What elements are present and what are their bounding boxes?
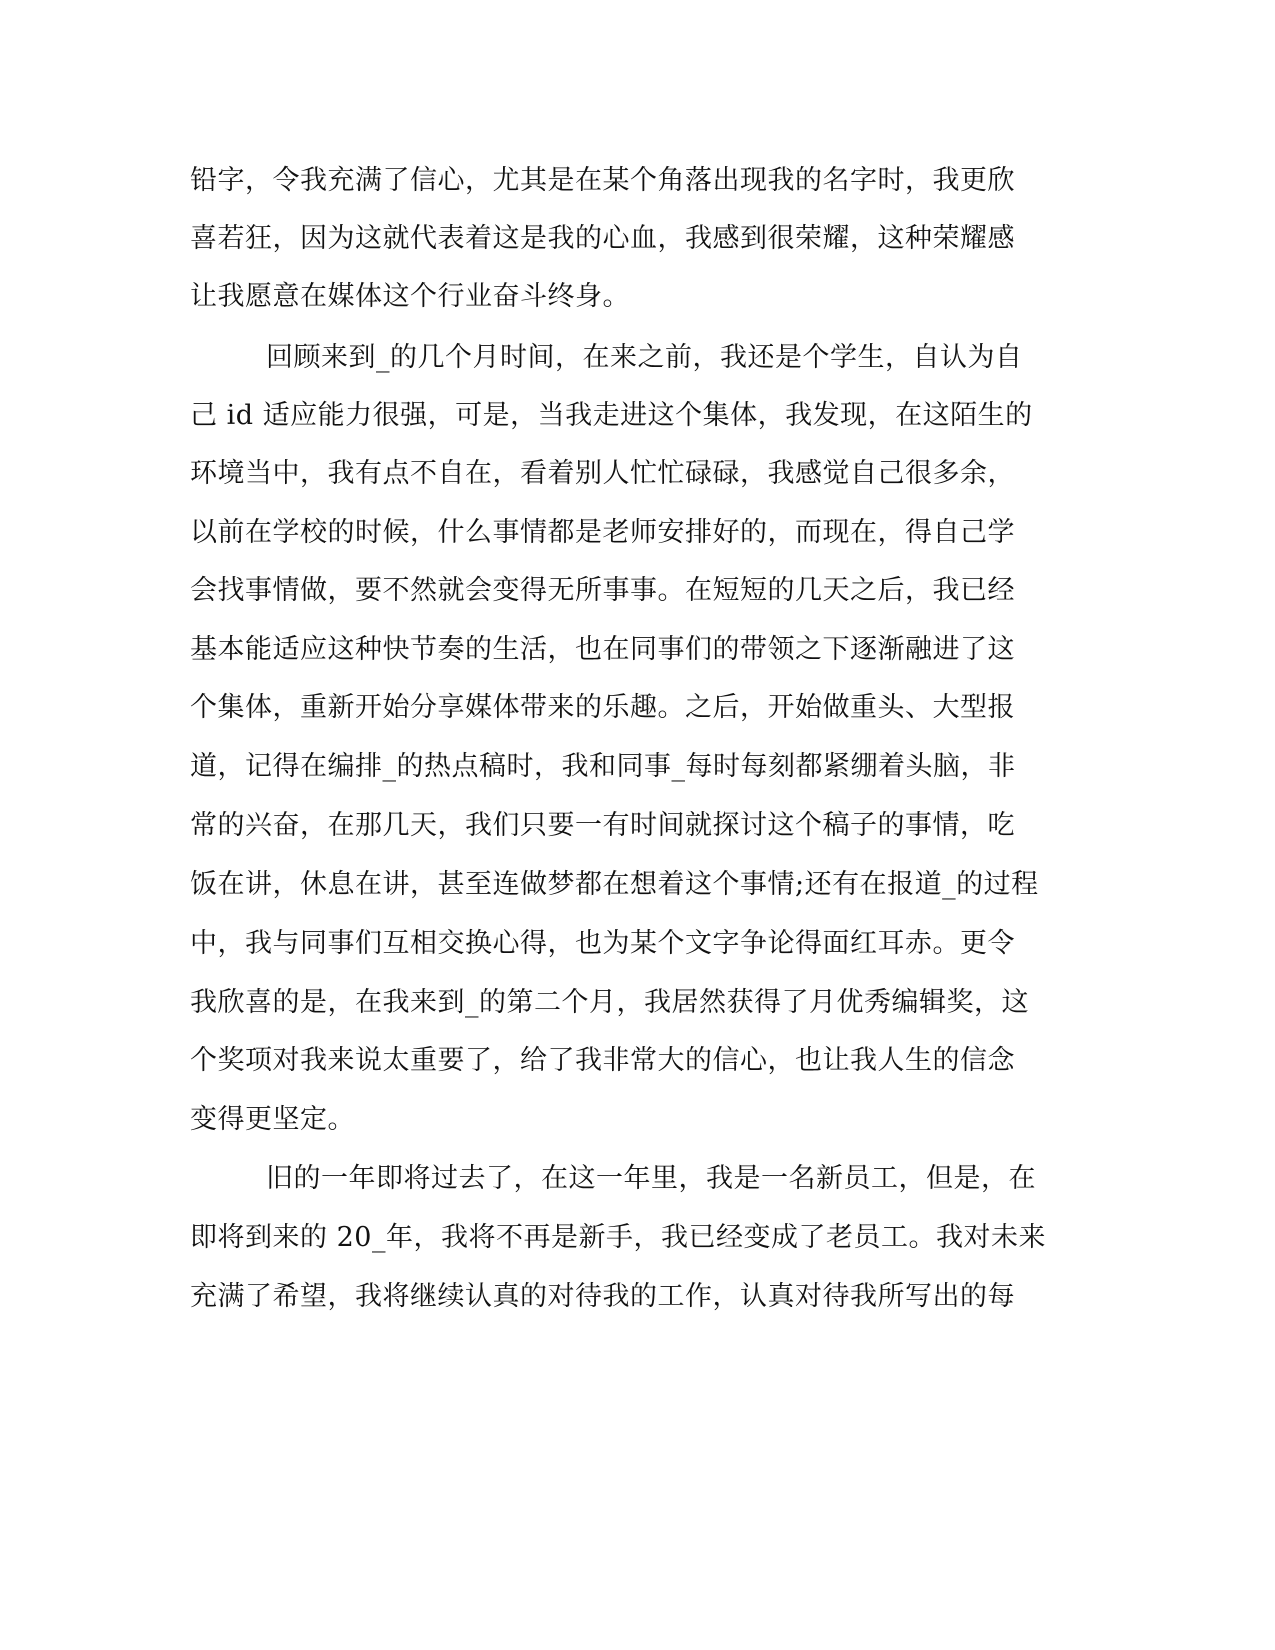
text-line: 基本能适应这种快节奏的生活，也在同事们的带领之下逐渐融进了这 xyxy=(190,634,1015,665)
text-line: 让我愿意在媒体这个行业奋斗终身。 xyxy=(190,281,630,312)
text-line: 会找事情做，要不然就会变得无所事事。在短短的几天之后，我已经 xyxy=(190,575,1015,606)
paragraph-first-line: 旧的一年即将过去了，在这一年里，我是一名新员工，但是，在 xyxy=(266,1163,1036,1194)
text-line: 个集体，重新开始分享媒体带来的乐趣。之后，开始做重头、大型报 xyxy=(190,692,1015,723)
text-line: 喜若狂，因为这就代表着这是我的心血，我感到很荣耀，这种荣耀感 xyxy=(190,223,1015,254)
paragraph-first-line: 回顾来到_的几个月时间，在来之前，我还是个学生，自认为自 xyxy=(266,342,1023,373)
text-line: 常的兴奋，在那几天，我们只要一有时间就探讨这个稿子的事情，吃 xyxy=(190,810,1015,841)
text-line: 我欣喜的是，在我来到_的第二个月，我居然获得了月优秀编辑奖，这 xyxy=(190,987,1029,1018)
text-line: 铅字，令我充满了信心，尤其是在某个角落出现我的名字时，我更欣 xyxy=(190,165,1015,196)
text-line: 即将到来的 20_年，我将不再是新手，我已经变成了老员工。我对未来 xyxy=(190,1222,1046,1253)
text-line: 道，记得在编排_的热点稿时，我和同事_每时每刻都紧绷着头脑，非 xyxy=(190,751,1016,782)
text-line: 饭在讲，休息在讲，甚至连做梦都在想着这个事情;还有在报道_的过程 xyxy=(190,869,1039,900)
text-line: 变得更坚定。 xyxy=(190,1104,355,1135)
text-line: 己 id 适应能力很强，可是，当我走进这个集体，我发现，在这陌生的 xyxy=(190,400,1033,431)
text-line: 中，我与同事们互相交换心得，也为某个文字争论得面红耳赤。更令 xyxy=(190,928,1015,959)
text-line: 充满了希望，我将继续认真的对待我的工作，认真对待我所写出的每 xyxy=(190,1281,1015,1312)
text-line: 以前在学校的时候，什么事情都是老师安排好的，而现在，得自己学 xyxy=(190,517,1015,548)
text-line: 环境当中，我有点不自在，看着别人忙忙碌碌，我感觉自己很多余， xyxy=(190,458,1015,489)
text-line: 个奖项对我来说太重要了，给了我非常大的信心，也让我人生的信念 xyxy=(190,1045,1015,1076)
